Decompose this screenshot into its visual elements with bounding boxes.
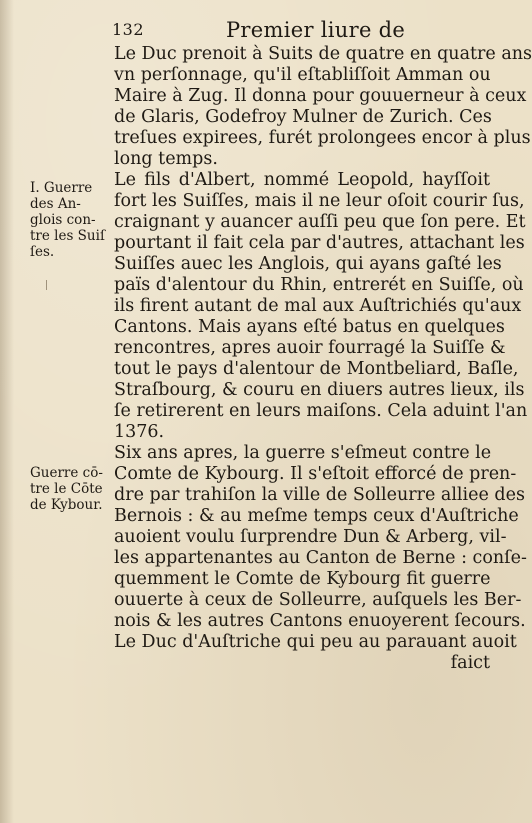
text-line: fort les Suiſſes, mais il ne leur oſoit courir ſus,: [114, 191, 525, 211]
text-line: Straſbourg, & couru en diuers autres lieux, ils: [114, 380, 525, 400]
margin-note-kybourg-war: [30, 465, 112, 513]
body-text: [114, 44, 532, 674]
text-line: auoient voulu ſurprendre Dun & Arberg, vil-: [114, 527, 507, 547]
text-line: craignant y auancer auſſi peu que ſon pere. Et: [114, 212, 526, 232]
text-line: rencontres, apres auoir fourragé la Suiſſe &: [114, 338, 506, 358]
text-line: Le Duc d'Auſtriche qui peu au parauant auoit: [114, 632, 517, 652]
text-line: nois & les autres Cantons enuoyerent ſecours.: [114, 611, 526, 631]
text-line: pourtant il fait cela par d'autres, attachant les: [114, 233, 525, 253]
text-line: Maire à Zug. Il donna pour gouuerneur à ceux: [114, 86, 527, 106]
margin-mark: [46, 280, 47, 290]
running-title: Premier liure de: [226, 18, 406, 42]
running-head: [112, 18, 472, 44]
text-line: Comte de Kybourg. Il s'eſtoit efforcé de pren-: [114, 464, 517, 484]
margin-note-line: glois con-: [30, 212, 96, 228]
text-line: ouuerte à ceux de Solleurre, auſquels les Ber-: [114, 590, 522, 610]
page-number: 132: [112, 20, 145, 39]
margin-note-line: des An-: [30, 196, 81, 212]
text-line: tout le pays d'alentour de Montbeliard, Baſle,: [114, 359, 519, 379]
margin-note-english-war: [30, 180, 112, 260]
margin-note-line: de Kybour.: [30, 497, 103, 513]
catchword: faict: [450, 653, 490, 673]
text-line: Le Duc prenoit à Suits de quatre en quatre ans: [114, 44, 532, 64]
margin-note-line: tre les Suiſ: [30, 228, 105, 244]
text-line: païs d'alentour du Rhin, entrerét en Suiſſe, où: [114, 275, 524, 295]
gutter-shadow: [0, 0, 14, 823]
margin-note-line: ſes.: [30, 244, 55, 260]
text-line: Six ans apres, la guerre s'eſmeut contre le: [114, 443, 492, 463]
margin-note-line: tre le Cōte: [30, 481, 103, 497]
text-line: dre par trahiſon la ville de Solleurre alliee des: [114, 485, 525, 505]
text-line: 1376.: [114, 422, 165, 442]
text-line: long temps.: [114, 149, 218, 169]
text-line: Suiſſes auec les Anglois, qui ayans gaſté les: [114, 254, 502, 274]
text-line: ſe retirerent en leurs maiſons. Cela aduint l'an: [114, 401, 528, 421]
text-line: treſues expirees, furét prolongees encor à plus: [114, 128, 531, 148]
text-line: vn perſonnage, qu'il eſtabliſſoit Amman ou: [114, 65, 491, 85]
margin-note-line: I. Guerre: [30, 180, 93, 196]
text-line: Le fils d'Albert, nommé Leopold, hayſſoit: [114, 170, 490, 190]
margin-note-line: Guerre cō-: [30, 465, 103, 481]
text-line: de Glaris, Godefroy Mulner de Zurich. Ces: [114, 107, 492, 127]
text-line: Cantons. Mais ayans eſté batus en quelques: [114, 317, 505, 337]
text-line: quemment le Comte de Kybourg fit guerre: [114, 569, 491, 589]
text-line: ils firent autant de mal aux Auſtrichiés qu'aux: [114, 296, 522, 316]
text-line: Bernois : & au meſme temps ceux d'Auſtriche: [114, 506, 519, 526]
text-line: les appartenantes au Canton de Berne : conſe-: [114, 548, 527, 568]
